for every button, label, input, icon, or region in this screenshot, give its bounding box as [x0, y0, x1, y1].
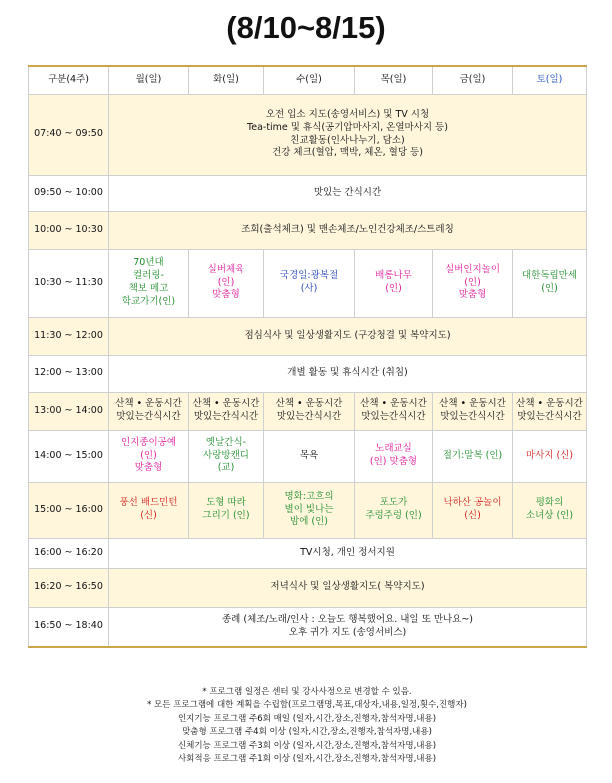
table-row [29, 607, 587, 647]
program-cell [355, 482, 433, 538]
cell-line: (사) [300, 283, 318, 294]
cell-line: (인) [464, 276, 481, 288]
cell-line: 국경일:광복절 [279, 270, 339, 282]
table-row [29, 211, 587, 249]
footnote-line: 맞춤형 프로그램 주4회 이상 (일자,시간,장소,진행자,참석자명,내용) [182, 727, 432, 738]
cell-line: 친교활동(인사나누기, 담소) [290, 134, 405, 146]
program-cell [355, 249, 433, 317]
cell-line: (인) 맞춤형 [369, 456, 418, 467]
time-slot: 13:00 ~ 14:00 [29, 392, 109, 430]
schedule-cell: 점심식사 및 일상생활지도 (구강청결 및 복약지도) [109, 317, 587, 355]
cell-line: 실버체육 [207, 263, 245, 275]
cell-line: (신) [464, 510, 481, 521]
cell-line: Tea-time 및 휴식(공기압마사지, 온열마사지 등) [247, 121, 448, 133]
schedule-cell [109, 94, 587, 175]
cell-line: 오후 귀가 지도 (송영서비스) [288, 626, 407, 638]
program-cell [189, 430, 264, 482]
time-slot: 15:00 ~ 16:00 [29, 482, 109, 538]
cell-line: 70년대 [133, 257, 164, 269]
program-cell [264, 430, 355, 482]
time-slot: 14:00 ~ 15:00 [29, 430, 109, 482]
time-slot: 10:30 ~ 11:30 [29, 249, 109, 317]
program-cell [513, 482, 587, 538]
cell-line: 옛날간식- [205, 436, 247, 448]
weekly-schedule-table [28, 65, 587, 648]
schedule-cell [109, 607, 587, 647]
table-row [29, 482, 587, 538]
cell-line: 산책 • 운동시간 [192, 398, 260, 410]
cell-line: 절기:말복 (인) [442, 449, 503, 461]
cell-line: 인지종이공예 [120, 436, 177, 448]
table-row [29, 355, 587, 392]
program-cell [433, 249, 513, 317]
time-slot: 11:30 ~ 12:00 [29, 317, 109, 355]
cell-line: 건강 체크(혈압, 맥박, 체온, 혈당 등) [272, 147, 423, 159]
cell-line: 산책 • 운동시간 [115, 398, 182, 410]
cell-line: 학교가기(인) [121, 295, 176, 307]
cell-line: 산책 • 운동시간 [275, 398, 343, 410]
schedule-cell: TV시청, 개인 정서지원 [109, 538, 587, 568]
cell-line: 맛있는간식시간 [440, 411, 505, 422]
cell-line: 별이 빛나는 [284, 503, 334, 515]
program-cell [264, 482, 355, 538]
cell-line: 평화의 [535, 497, 564, 509]
table-row [29, 249, 587, 317]
program-cell [355, 430, 433, 482]
time-slot: 10:00 ~ 10:30 [29, 211, 109, 249]
schedule-cell: 맛있는 간식시간 [109, 175, 587, 211]
schedule-cell: 개별 활동 및 휴식시간 (취침) [109, 355, 587, 392]
page-title: (8/10~8/15) [226, 10, 386, 45]
cell-line: 산책 • 운동시간 [360, 398, 427, 410]
header-day-thu: 목(일) [355, 66, 433, 94]
cell-line: 마사지 (신) [525, 449, 574, 461]
cell-line: 명화:고흐의 [284, 490, 334, 502]
header-day-sat: 토(일) [513, 66, 587, 94]
cell-line: (인) [541, 283, 558, 294]
cell-line: 목욕 [299, 449, 319, 461]
cell-line: 맞춤형 [212, 289, 240, 301]
program-cell [433, 430, 513, 482]
time-slot: 09:50 ~ 10:00 [29, 175, 109, 211]
cell-line: 산책 • 운동시간 [516, 398, 583, 410]
cell-line: 낙하산 공놀이 [443, 497, 502, 509]
time-slot: 16:00 ~ 16:20 [29, 538, 109, 568]
header-day-fri: 금(일) [433, 66, 513, 94]
cell-line: (인) [140, 449, 157, 461]
cell-line: 풍선 배드민턴 [119, 497, 178, 509]
cell-line: 주렁주렁 (인) [365, 510, 422, 521]
footnote-line: * 프로그램 일정은 센터 및 강사사정으로 변경할 수 있음. [202, 687, 412, 697]
time-slot: 12:00 ~ 13:00 [29, 355, 109, 392]
time-slot: 07:40 ~ 09:50 [29, 94, 109, 175]
schedule-cell: 저녁식사 및 일상생활지도( 복약지도) [109, 568, 587, 607]
cell-line: (인) [385, 283, 402, 294]
header-day-tue: 화(일) [189, 66, 264, 94]
cell-line: 노래교실 [375, 443, 412, 455]
schedule-cell [189, 392, 264, 430]
header-day-mon: 월(일) [109, 66, 189, 94]
table-row [29, 538, 587, 568]
table-row [29, 175, 587, 211]
cell-line: 컬러링- [133, 270, 164, 282]
header-category: 구분(4주) [29, 66, 109, 94]
program-cell [189, 249, 264, 317]
cell-line: 사랑방캔디 [203, 449, 249, 461]
cell-line: 맞춤형 [458, 289, 487, 301]
time-slot: 16:20 ~ 16:50 [29, 568, 109, 607]
cell-line: 맛있는간식시간 [517, 411, 582, 422]
footnotes [28, 686, 586, 767]
program-cell [189, 482, 264, 538]
cell-line: 맛있는간식시간 [276, 411, 342, 422]
schedule-cell [355, 392, 433, 430]
program-cell [513, 430, 587, 482]
program-cell [109, 249, 189, 317]
schedule-cell [109, 392, 189, 430]
footnote-line: 인지기능 프로그램 주6회 매일 (일자,시간,장소,진행자,참석자명,내용) [177, 713, 437, 724]
cell-line: 맞춤형 [134, 462, 163, 474]
schedule-cell [264, 392, 355, 430]
time-slot: 16:50 ~ 18:40 [29, 607, 109, 647]
schedule-cell [513, 392, 587, 430]
table-row [29, 430, 587, 482]
program-cell [109, 482, 189, 538]
schedule-cell [433, 392, 513, 430]
header-row [29, 66, 587, 94]
footnote-line: 신체기능 프로그램 주3회 이상 (일자,시간,장소,진행자,참석자명,내용) [177, 740, 437, 751]
cell-line: 도형 따라 [206, 497, 246, 509]
cell-line: (교) [217, 462, 235, 474]
cell-line: 그리기 (인) [202, 510, 250, 521]
cell-line: 소녀상 (인) [525, 510, 574, 521]
program-cell [264, 249, 355, 317]
cell-line: 종례 (체조/노래/인사 : 오늘도 행복했어요. 내일 또 만나요~) [221, 613, 474, 625]
cell-line: 오전 입소 지도(송영서비스) 및 TV 시청 [265, 108, 430, 120]
cell-line: 산책 • 운동시간 [439, 398, 506, 410]
cell-line: (인) [217, 276, 235, 288]
program-cell [513, 249, 587, 317]
cell-line: 책보 메고 [128, 283, 169, 294]
cell-line: 포도가 [379, 497, 408, 509]
table-row [29, 94, 587, 175]
cell-line: (신) [140, 510, 157, 521]
program-cell [433, 482, 513, 538]
program-cell [109, 430, 189, 482]
cell-line: 밤에 (인) [290, 516, 328, 528]
cell-line: 맛있는간식시간 [116, 411, 181, 422]
footnote-line: * 모든 프로그램에 대한 계획을 수립함(프로그램명,목표,대상자,내용,일정,횟수,진행자) [147, 700, 467, 711]
footnote-line: 사회적응 프로그램 주1회 이상 (일자,시간,장소,진행자,참석자명,내용) [177, 754, 437, 765]
cell-line: 실버인지놀이 [444, 263, 501, 275]
cell-line: 배롱나무 [375, 270, 412, 282]
table-row [29, 392, 587, 430]
table-row [29, 568, 587, 607]
cell-line: 대한독립만세 [521, 270, 578, 282]
table-row [29, 317, 587, 355]
schedule-cell: 조회(출석체크) 및 맨손체조/노인건강체조/스트레칭 [109, 211, 587, 249]
cell-line: 맛있는간식시간 [193, 411, 259, 422]
header-day-wed: 수(일) [264, 66, 355, 94]
cell-line: 맛있는간식시간 [361, 411, 426, 422]
